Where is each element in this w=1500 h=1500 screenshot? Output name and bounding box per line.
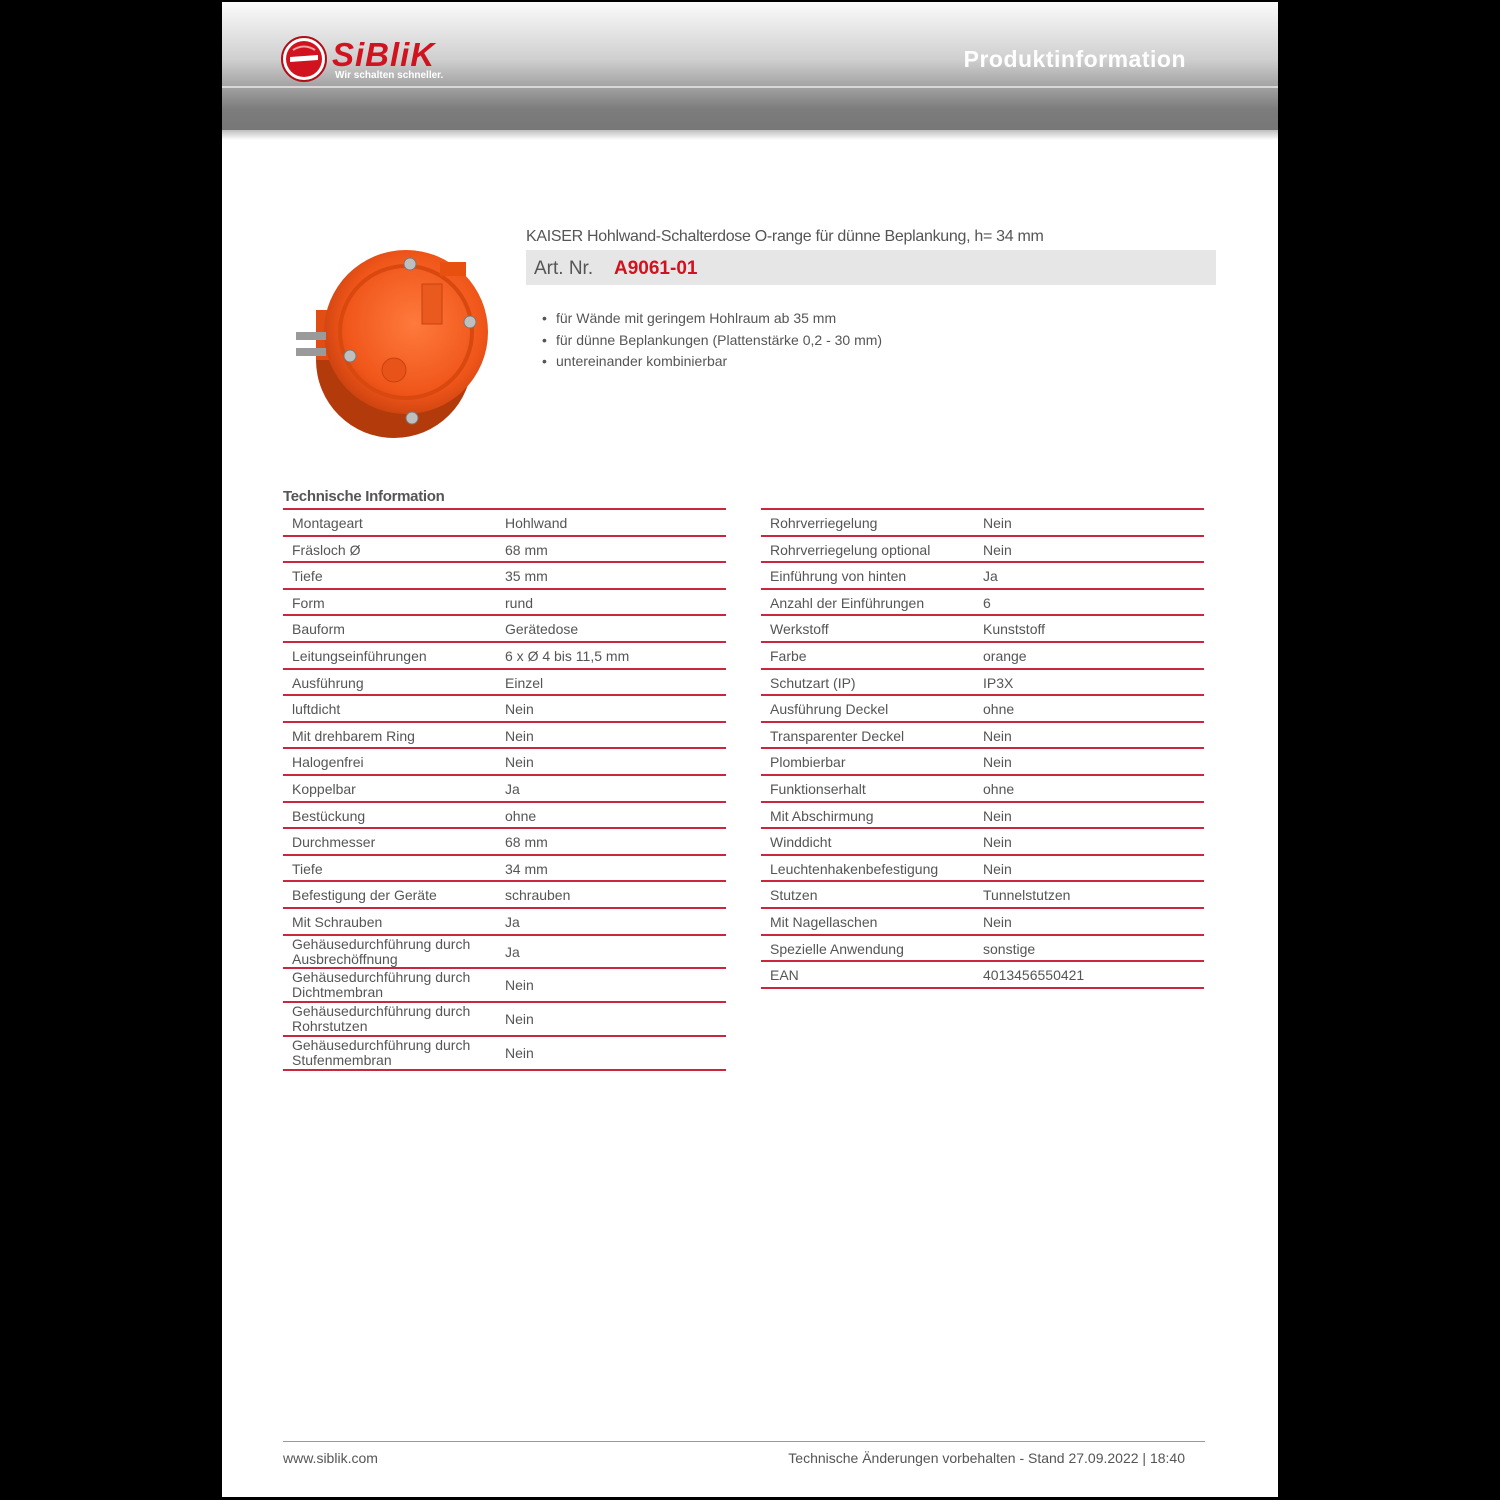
table-row bbox=[761, 696, 1204, 723]
spec-value: Hohlwand bbox=[505, 515, 568, 531]
table-row bbox=[761, 962, 1204, 989]
table-row bbox=[283, 537, 726, 564]
tech-table-right bbox=[761, 508, 1204, 989]
spec-value: Nein bbox=[983, 834, 1012, 851]
spec-value: Gerätedose bbox=[505, 621, 579, 638]
spec-key: EAN bbox=[770, 967, 799, 984]
spec-value: Nein bbox=[983, 860, 1012, 877]
spec-key: Mit drehbarem Ring bbox=[292, 727, 415, 744]
table-row bbox=[283, 856, 726, 883]
spec-key: Gehäusedurchführung durch Dichtmembran bbox=[292, 969, 471, 1001]
spec-key: Einführung von hinten bbox=[770, 568, 907, 585]
table-row bbox=[283, 936, 726, 970]
spec-key: Winddicht bbox=[770, 834, 832, 851]
table-row bbox=[283, 723, 726, 750]
spec-value: Ja bbox=[505, 780, 520, 797]
spec-key: Rohrverriegelung optional bbox=[770, 541, 931, 558]
table-row bbox=[761, 537, 1204, 564]
table-row bbox=[761, 590, 1204, 617]
spec-key: Tiefe bbox=[292, 860, 323, 877]
page-header bbox=[222, 2, 1278, 130]
article-number-label: Art. Nr. bbox=[534, 258, 594, 279]
spec-value: schrauben bbox=[505, 887, 571, 904]
header-divider bbox=[222, 86, 1278, 88]
spec-value: 6 bbox=[983, 594, 991, 611]
spec-key: Gehäusedurchführung durch Rohrstutzen bbox=[292, 1003, 471, 1035]
spec-key: Leitungseinführungen bbox=[292, 647, 427, 664]
table-row bbox=[761, 723, 1204, 750]
spec-key: Durchmesser bbox=[292, 834, 376, 851]
spec-value: Nein bbox=[983, 913, 1012, 930]
document-page bbox=[222, 2, 1278, 1497]
spec-value: Ja bbox=[505, 913, 520, 930]
brand-slogan: Wir schalten schneller. bbox=[335, 70, 444, 81]
header-shadow bbox=[222, 130, 1278, 140]
spec-key: Werkstoff bbox=[770, 621, 829, 638]
siblik-logo-icon bbox=[280, 35, 328, 83]
spec-value: 68 mm bbox=[505, 834, 548, 851]
footer-divider bbox=[283, 1441, 1205, 1442]
table-row bbox=[761, 749, 1204, 776]
spec-value: Ja bbox=[505, 943, 520, 960]
spec-value: 34 mm bbox=[505, 860, 548, 877]
spec-value: IP3X bbox=[983, 674, 1014, 691]
spec-value: 6 x Ø 4 bis 11,5 mm bbox=[505, 647, 630, 664]
spec-value: Nein bbox=[505, 701, 534, 718]
spec-value: Nein bbox=[505, 1044, 534, 1061]
spec-value: Nein bbox=[983, 754, 1012, 771]
table-row bbox=[761, 563, 1204, 590]
spec-key: Transparenter Deckel bbox=[770, 727, 905, 744]
spec-value: Nein bbox=[505, 977, 534, 994]
table-row bbox=[761, 616, 1204, 643]
table-row bbox=[283, 803, 726, 830]
spec-key: Mit Abschirmung bbox=[770, 807, 874, 824]
tech-info-heading: Technische Information bbox=[283, 488, 445, 505]
spec-value: orange bbox=[983, 647, 1027, 664]
spec-value: ohne bbox=[505, 807, 537, 824]
table-row bbox=[283, 670, 726, 697]
spec-value: Nein bbox=[983, 515, 1012, 531]
table-row bbox=[761, 643, 1204, 670]
table-row bbox=[283, 643, 726, 670]
spec-value: Nein bbox=[983, 541, 1012, 558]
spec-value: 68 mm bbox=[505, 541, 548, 558]
spec-key: Schutzart (IP) bbox=[770, 674, 856, 691]
footer-url-link[interactable]: www.siblik.com bbox=[283, 1450, 378, 1466]
table-row bbox=[761, 829, 1204, 856]
spec-value: 4013456550421 bbox=[983, 967, 1085, 984]
spec-value: rund bbox=[505, 594, 534, 611]
spec-key: Farbe bbox=[770, 647, 807, 664]
spec-key: Ausführung Deckel bbox=[770, 701, 889, 718]
spec-value: 35 mm bbox=[505, 568, 548, 585]
spec-key: Stutzen bbox=[770, 887, 818, 904]
feature-list bbox=[556, 308, 882, 373]
spec-value: Kunststoff bbox=[983, 621, 1046, 638]
table-row bbox=[761, 510, 1204, 537]
table-row bbox=[761, 803, 1204, 830]
spec-value: sonstige bbox=[983, 940, 1036, 957]
table-row bbox=[761, 882, 1204, 909]
spec-key: Gehäusedurchführung durch Ausbrechöffnung bbox=[292, 935, 471, 967]
spec-value: Nein bbox=[505, 1011, 534, 1028]
feature-item: • untereinander kombinierbar bbox=[556, 351, 882, 373]
brand-name: SiBliK bbox=[332, 36, 436, 73]
product-box-image bbox=[294, 232, 494, 442]
header-title: Produktinformation bbox=[963, 46, 1186, 72]
table-row bbox=[761, 856, 1204, 883]
spec-value: Nein bbox=[983, 727, 1012, 744]
spec-value: Nein bbox=[505, 754, 534, 771]
spec-key: Koppelbar bbox=[292, 780, 356, 797]
product-title: KAISER Hohlwand-Schalterdose O-range für dünne Beplankung, h= 34 mm bbox=[526, 228, 1044, 245]
table-row bbox=[283, 909, 726, 936]
spec-key: Bauform bbox=[292, 621, 345, 638]
spec-key: Leuchtenhakenbefestigung bbox=[770, 860, 939, 877]
table-row bbox=[283, 590, 726, 617]
spec-value: ohne bbox=[983, 780, 1015, 797]
table-row bbox=[283, 776, 726, 803]
table-row bbox=[761, 776, 1204, 803]
spec-key: luftdicht bbox=[292, 701, 341, 718]
spec-value: Nein bbox=[505, 727, 534, 744]
table-row bbox=[283, 1037, 726, 1071]
spec-key: Funktionserhalt bbox=[770, 780, 866, 797]
table-row bbox=[283, 969, 726, 1003]
table-row bbox=[283, 616, 726, 643]
spec-key: Anzahl der Einführungen bbox=[770, 594, 925, 611]
article-number-value: A9061-01 bbox=[614, 258, 698, 279]
table-row bbox=[283, 1003, 726, 1037]
spec-key: Spezielle Anwendung bbox=[770, 940, 904, 957]
table-row bbox=[761, 909, 1204, 936]
table-row bbox=[283, 563, 726, 590]
spec-value: ohne bbox=[983, 701, 1015, 718]
table-row bbox=[761, 936, 1204, 963]
feature-item: • für dünne Beplankungen (Plattenstärke 0,2 - 30 mm) bbox=[556, 330, 882, 352]
spec-key: Tiefe bbox=[292, 568, 323, 585]
spec-key: Fräsloch Ø bbox=[292, 541, 361, 558]
spec-key: Montageart bbox=[292, 515, 363, 531]
spec-key: Halogenfrei bbox=[292, 754, 364, 771]
spec-value: Einzel bbox=[505, 674, 544, 691]
article-number-bar bbox=[526, 250, 1216, 285]
spec-value: Nein bbox=[983, 807, 1012, 824]
footer-note: Technische Änderungen vorbehalten - Stand 27.09.2022 | 18:40 bbox=[788, 1450, 1185, 1466]
table-row bbox=[283, 749, 726, 776]
spec-value: Tunnelstutzen bbox=[983, 887, 1071, 904]
spec-key: Mit Schrauben bbox=[292, 913, 383, 930]
spec-key: Plombierbar bbox=[770, 754, 846, 771]
table-row bbox=[283, 696, 726, 723]
table-row bbox=[283, 882, 726, 909]
spec-key: Mit Nagellaschen bbox=[770, 913, 878, 930]
table-row bbox=[761, 670, 1204, 697]
spec-key: Ausführung bbox=[292, 674, 364, 691]
spec-key: Bestückung bbox=[292, 807, 366, 824]
table-row bbox=[283, 829, 726, 856]
spec-value: Ja bbox=[983, 568, 998, 585]
spec-key: Befestigung der Geräte bbox=[292, 887, 437, 904]
spec-key: Rohrverriegelung bbox=[770, 515, 878, 531]
tech-table-left bbox=[283, 508, 726, 1071]
table-row bbox=[283, 510, 726, 537]
spec-key: Form bbox=[292, 594, 325, 611]
spec-key: Gehäusedurchführung durch Stufenmembran bbox=[292, 1036, 471, 1068]
feature-item: • für Wände mit geringem Hohlraum ab 35 mm bbox=[556, 308, 882, 330]
